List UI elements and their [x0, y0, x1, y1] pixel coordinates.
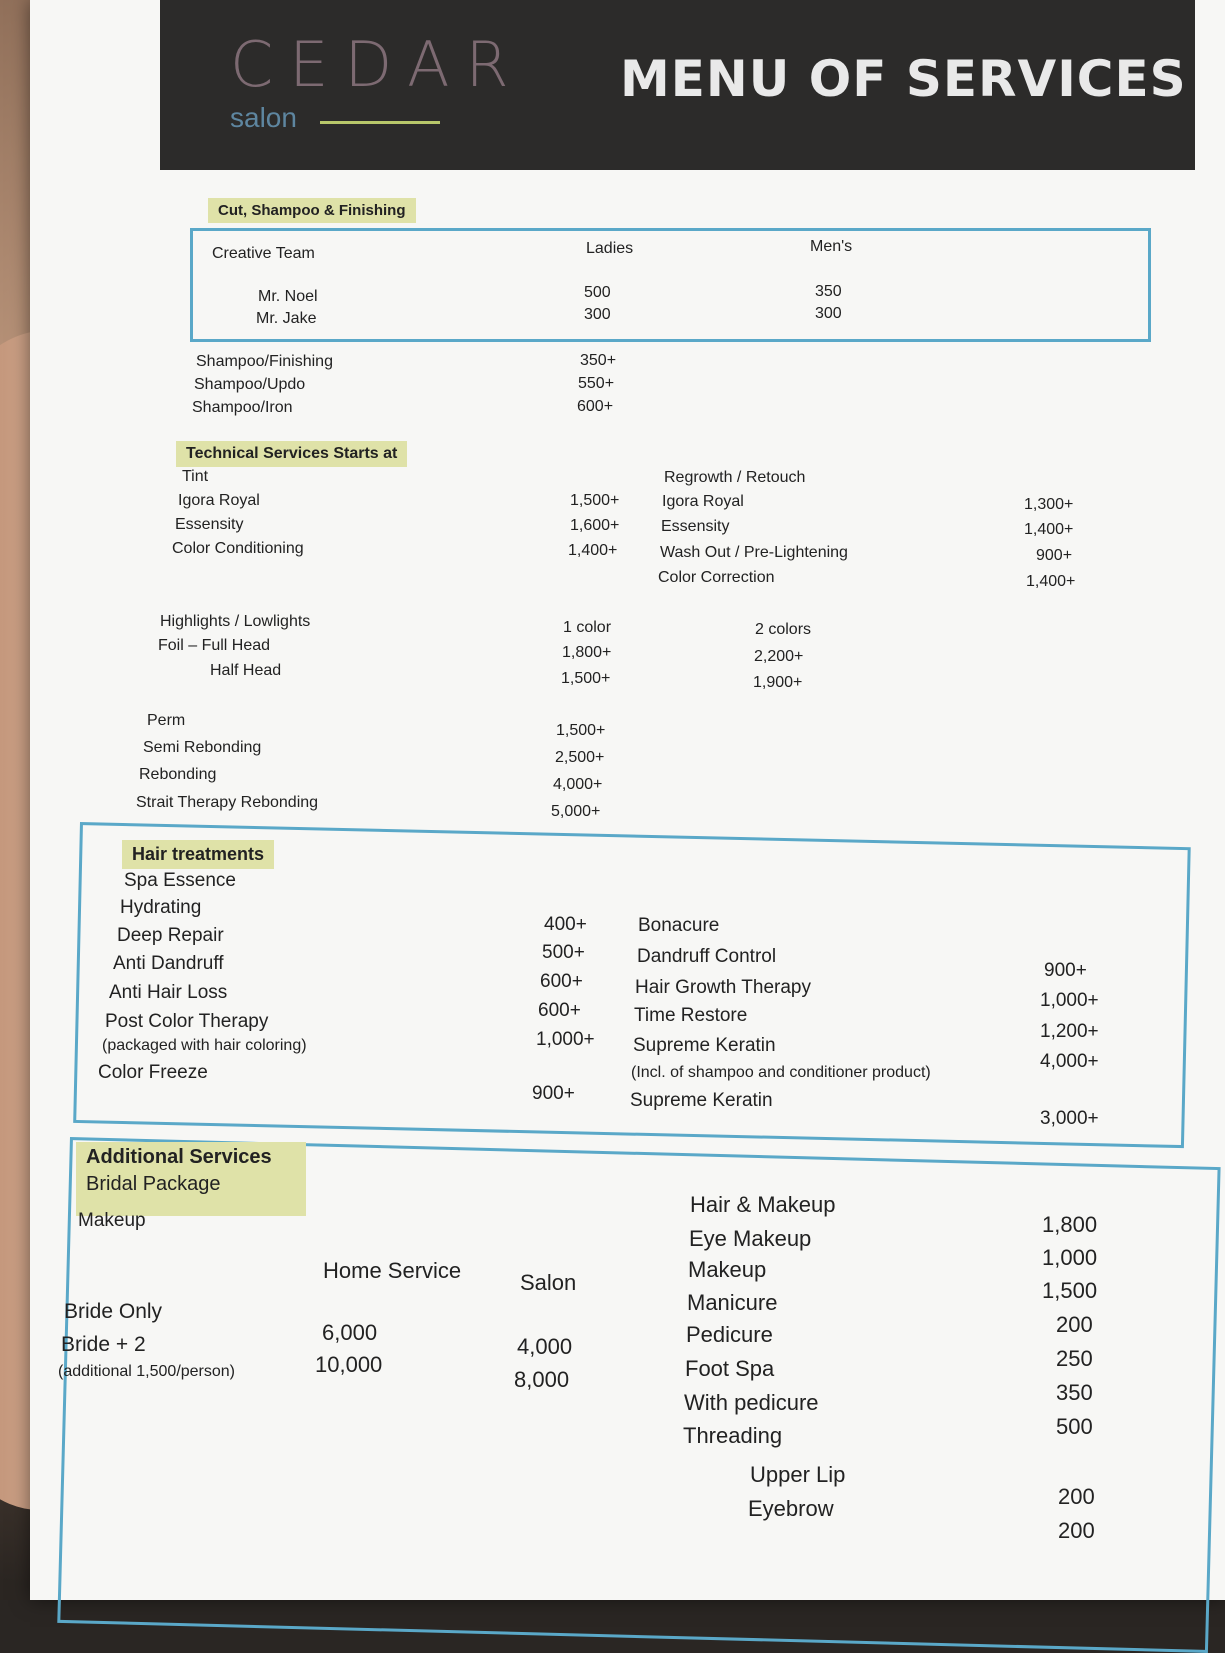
mens-header: Men's — [810, 238, 853, 255]
service-name: Foot Spa — [685, 1356, 775, 1381]
treatment-name: Anti Hair Loss — [109, 982, 228, 1003]
treatment-name: Anti Dandruff — [113, 953, 224, 974]
treatment-price: 1,000+ — [536, 1029, 595, 1050]
service-price: 350+ — [580, 352, 617, 369]
service-price: 200 — [1056, 1312, 1093, 1337]
service-name: Shampoo/Iron — [192, 399, 293, 416]
page-title: MENU OF SERVICES — [620, 50, 1187, 108]
additional-note: (additional 1,500/person) — [58, 1363, 236, 1380]
service-name: Pedicure — [686, 1322, 773, 1347]
service-price: 1,500+ — [570, 492, 620, 509]
treatment-price: 900+ — [532, 1083, 575, 1104]
staff-name: Mr. Jake — [256, 310, 317, 327]
treatment-price: 3,000+ — [1040, 1108, 1099, 1129]
bride-only-label: Bride Only — [64, 1300, 163, 1323]
service-price: 1,400+ — [1026, 573, 1076, 590]
treatment-note: (packaged with hair coloring) — [102, 1037, 307, 1054]
service-name: Shampoo/Finishing — [196, 353, 333, 370]
service-price: 900+ — [1036, 547, 1073, 564]
service-name: Perm — [147, 712, 186, 729]
treatment-name: Supreme Keratin — [633, 1035, 776, 1056]
treatment-price: 1,000+ — [1040, 990, 1099, 1011]
brand-sub: salon — [230, 102, 297, 133]
treatment-name: Spa Essence — [124, 870, 236, 891]
treatment-price: 4,000+ — [1040, 1051, 1099, 1072]
service-name: Essensity — [175, 516, 244, 533]
service-name: Hair & Makeup — [690, 1192, 836, 1217]
section-tag-additional — [76, 1142, 306, 1216]
service-name: Igora Royal — [662, 493, 744, 510]
bride-only-salon-price: 4,000 — [517, 1334, 573, 1359]
service-price: 500 — [1056, 1414, 1093, 1439]
treatment-name: Hair Growth Therapy — [635, 977, 811, 998]
service-name: Wash Out / Pre-Lightening — [660, 544, 848, 561]
treatment-name: Time Restore — [634, 1005, 748, 1026]
foil-full-label: Foil – Full Head — [158, 637, 271, 654]
service-name: Essensity — [661, 518, 730, 535]
service-price: 200 — [1058, 1518, 1095, 1543]
additional-title: Additional Services — [86, 1146, 272, 1168]
half-head-label: Half Head — [210, 662, 282, 679]
service-name: Strait Therapy Rebonding — [136, 794, 319, 811]
service-name: Rebonding — [139, 766, 217, 783]
service-name: Makeup — [688, 1257, 767, 1282]
service-name: Manicure — [687, 1290, 778, 1315]
section-tag-cut: Cut, Shampoo & Finishing — [208, 198, 416, 223]
staff-ladies-price: 500 — [584, 284, 611, 301]
two-colors-header: 2 colors — [755, 621, 812, 638]
half-head-price-1: 1,500+ — [561, 670, 611, 687]
service-price: 1,400+ — [568, 542, 618, 559]
half-head-price-2: 1,900+ — [753, 674, 803, 691]
service-price: 2,500+ — [555, 749, 605, 766]
treatment-price: 400+ — [544, 914, 587, 935]
treatment-name: Supreme Keratin — [630, 1090, 773, 1111]
section-tag-treatments: Hair treatments — [122, 840, 274, 869]
treatment-price: 500+ — [542, 942, 585, 963]
service-name: Eye Makeup — [689, 1226, 812, 1251]
service-price: 1,600+ — [570, 517, 620, 534]
one-color-header: 1 color — [563, 619, 612, 636]
treatment-price: 600+ — [538, 1000, 581, 1021]
staff-name: Mr. Noel — [258, 288, 318, 305]
treatment-name: Deep Repair — [117, 925, 224, 946]
staff-mens-price: 350 — [815, 283, 842, 300]
treatment-note: (Incl. of shampoo and conditioner product) — [631, 1064, 931, 1081]
salon-header: Salon — [520, 1270, 577, 1295]
brand-logo: CEDAR — [230, 28, 525, 101]
service-name: Shampoo/Updo — [194, 376, 306, 393]
treatment-name: Post Color Therapy — [105, 1011, 269, 1032]
service-price: 1,400+ — [1024, 521, 1074, 538]
ladies-header: Ladies — [586, 240, 634, 257]
staff-ladies-price: 300 — [584, 306, 611, 323]
service-name: Eyebrow — [748, 1496, 834, 1521]
service-price: 600+ — [577, 398, 614, 415]
treatment-price: 900+ — [1044, 960, 1087, 981]
home-service-header: Home Service — [323, 1258, 462, 1283]
bride-only-home-price: 6,000 — [322, 1320, 378, 1345]
treatment-name: Bonacure — [638, 915, 720, 936]
service-price: 250 — [1056, 1346, 1093, 1371]
service-name: Color Conditioning — [172, 540, 304, 557]
service-price: 200 — [1058, 1484, 1095, 1509]
treatment-name: Color Freeze — [98, 1062, 208, 1083]
service-price: 1,500+ — [556, 722, 606, 739]
treatment-name: Hydrating — [120, 897, 202, 918]
creative-team-label: Creative Team — [212, 245, 315, 262]
service-price: 350 — [1056, 1380, 1093, 1405]
treatment-price: 1,200+ — [1040, 1021, 1099, 1042]
bride-plus-home-price: 10,000 — [315, 1352, 383, 1377]
foil-full-price-2: 2,200+ — [754, 648, 804, 665]
service-price: 550+ — [578, 375, 615, 392]
bride-plus-label: Bride + 2 — [61, 1333, 146, 1356]
logo-line — [320, 121, 440, 124]
service-name: Igora Royal — [178, 492, 260, 509]
bridal-package-label: Bridal Package — [86, 1173, 221, 1195]
service-price: 4,000+ — [553, 776, 603, 793]
tint-label: Tint — [182, 468, 209, 485]
service-name: Color Correction — [658, 569, 775, 586]
service-price: 1,000 — [1042, 1245, 1098, 1270]
service-name: Semi Rebonding — [143, 739, 262, 756]
service-name: With pedicure — [684, 1390, 819, 1415]
service-price: 1,800 — [1042, 1212, 1098, 1237]
bride-plus-salon-price: 8,000 — [514, 1367, 570, 1392]
foil-full-price-1: 1,800+ — [562, 644, 612, 661]
service-name: Threading — [683, 1423, 783, 1448]
treatment-name: Dandruff Control — [637, 946, 777, 967]
highlights-label: Highlights / Lowlights — [160, 613, 311, 630]
regrowth-label: Regrowth / Retouch — [664, 469, 806, 486]
staff-mens-price: 300 — [815, 305, 842, 322]
section-tag-technical: Technical Services Starts at — [176, 441, 407, 467]
makeup-label: Makeup — [78, 1210, 146, 1231]
service-price: 1,500 — [1042, 1278, 1098, 1303]
service-price: 5,000+ — [551, 803, 601, 820]
service-price: 1,300+ — [1024, 496, 1074, 513]
service-name: Upper Lip — [750, 1462, 846, 1487]
treatment-price: 600+ — [540, 971, 583, 992]
creative-team-box — [190, 228, 1151, 342]
